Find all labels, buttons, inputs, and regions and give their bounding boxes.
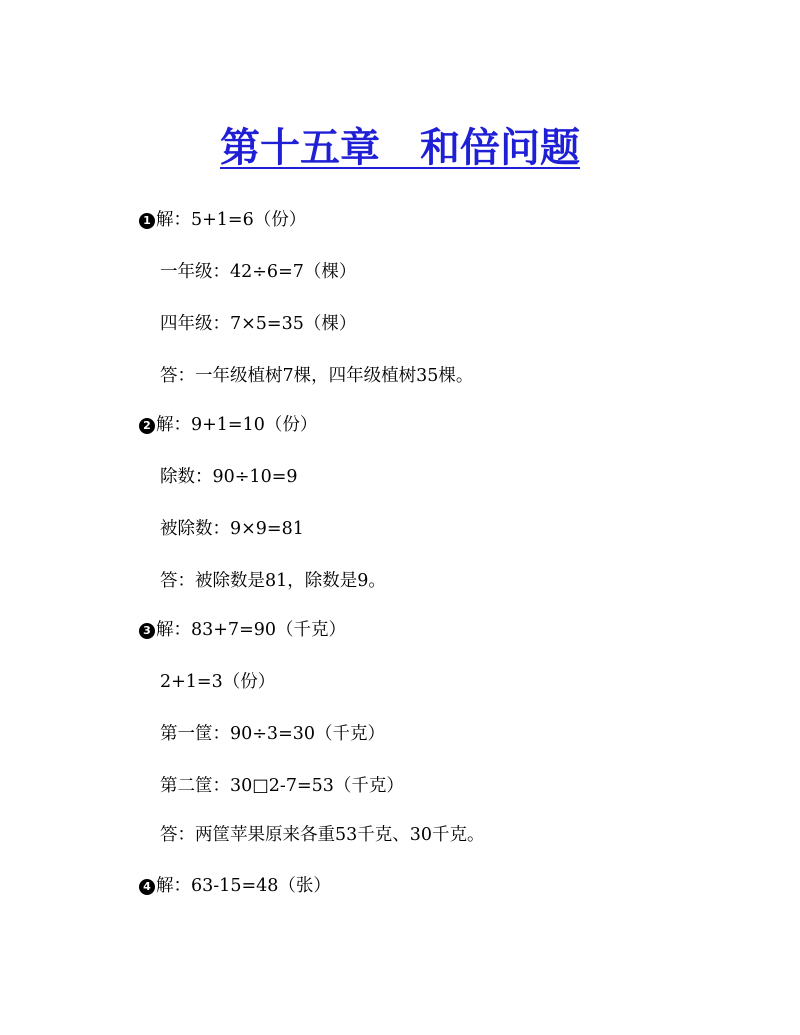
item-3-line-4: 第二筐：30□2-7=53（千克）	[160, 776, 404, 796]
item-1-line-2: 一年级：42÷6=7（棵）	[160, 262, 357, 282]
item-3-line-2: 2+1=3（份）	[160, 672, 276, 692]
number-badge: 1	[139, 213, 155, 229]
number-badge: 2	[139, 418, 155, 434]
item-4-text-1: 解：63-15=48（张）	[156, 876, 331, 896]
item-2-line-3: 被除数：9×9=81	[160, 519, 304, 539]
item-1-text-1: 解：5+1=6（份）	[156, 210, 307, 230]
item-3-text-1: 解：83+7=90（千克）	[156, 620, 346, 640]
item-1-line-3: 四年级：7×5=35（棵）	[160, 314, 357, 334]
number-badge: 3	[139, 623, 155, 639]
item-2-line-1	[139, 410, 317, 440]
item-3-line-3: 第一筐：90÷3=30（千克）	[160, 724, 385, 744]
item-2-line-2: 除数：90÷10=9	[160, 467, 298, 487]
page-title: 第十五章 和倍问题	[220, 124, 580, 171]
item-3-line-5: 答：两筐苹果原来各重53千克、30千克。	[160, 825, 485, 845]
item-3-line-1	[139, 615, 346, 645]
number-badge: 4	[139, 879, 155, 895]
item-2-line-4: 答：被除数是81，除数是9。	[160, 571, 386, 591]
item-1-line-4: 答：一年级植树7棵，四年级植树35棵。	[160, 366, 474, 386]
item-4-line-1	[139, 871, 331, 901]
item-1-line-1	[139, 205, 306, 235]
item-2-text-1: 解：9+1=10（份）	[156, 415, 318, 435]
